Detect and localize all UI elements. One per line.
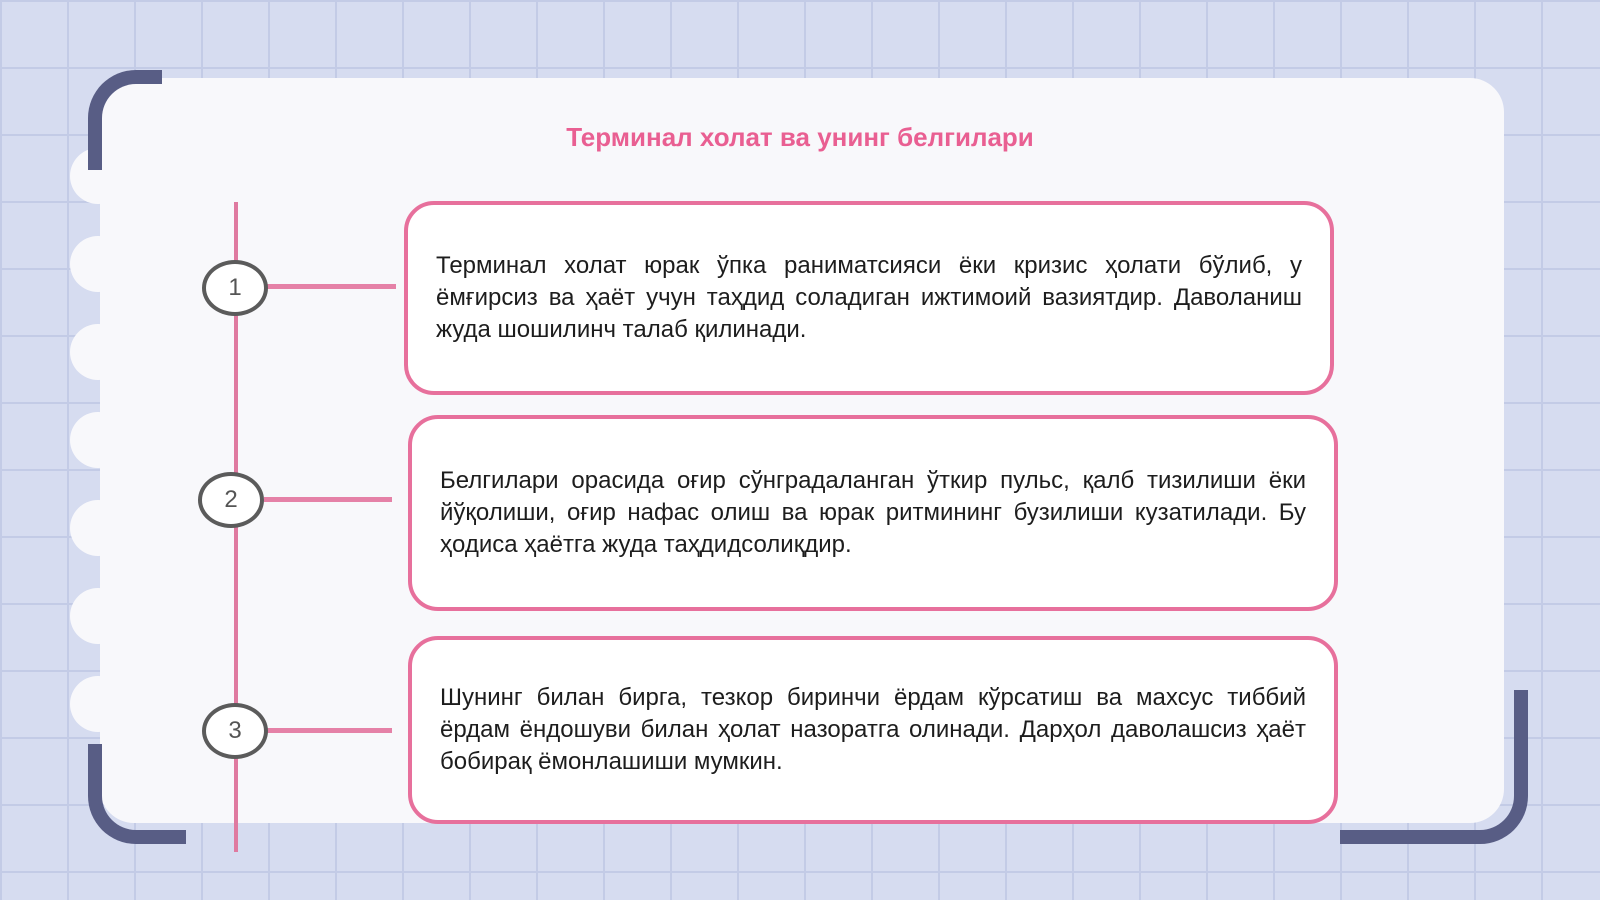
corner-bracket-top-left: [88, 70, 162, 170]
step-box-3: [408, 636, 1338, 824]
scallop-decoration: [70, 412, 126, 468]
scallop-decoration: [70, 676, 126, 732]
scallop-decoration: [70, 500, 126, 556]
timeline-connector: [264, 497, 392, 502]
corner-bracket-bottom-right: [1340, 690, 1528, 844]
timeline-connector: [266, 284, 396, 289]
step-marker-3: 3: [202, 703, 268, 759]
timeline-connector: [266, 728, 392, 733]
step-text-2: Белгилари орасида оғир сўнградаланган ўткир пульс, қалб тизилиши ёки йўқолиши, оғир нафас олиш ва юрак ритмининг бузилиши кузатилади. Бу ҳодиса ҳаётга жуда таҳдидсолиқдир.: [440, 467, 1306, 558]
slide-title: Терминал холат ва унинг белгилари: [566, 122, 1034, 152]
step-box-2: [408, 415, 1338, 611]
scallop-decoration: [70, 236, 126, 292]
corner-bracket-bottom-left: [88, 744, 186, 844]
step-text-3: Шунинг билан бирга, тезкор биринчи ёрдам кўрсатиш ва махсус тиббий ёрдам ёндошуви билан ҳолат назоратга олинади. Дарҳол даволашсиз ҳаёт бобирақ ёмонлашиши мумкин.: [440, 684, 1306, 775]
step-box-1: [404, 201, 1334, 395]
step-marker-2: 2: [198, 472, 264, 528]
scallop-decoration: [70, 324, 126, 380]
scallop-decoration: [70, 588, 126, 644]
step-marker-1: 1: [202, 260, 268, 316]
step-text-1: Терминал холат юрак ўпка раниматсияси ёки кризис ҳолати бўлиб, у ёмғирсиз ва ҳаёт учун таҳдид соладиган ижтимоий вазиятдир. Даволаниш жуда шошилинч талаб қилинади.: [436, 252, 1302, 343]
